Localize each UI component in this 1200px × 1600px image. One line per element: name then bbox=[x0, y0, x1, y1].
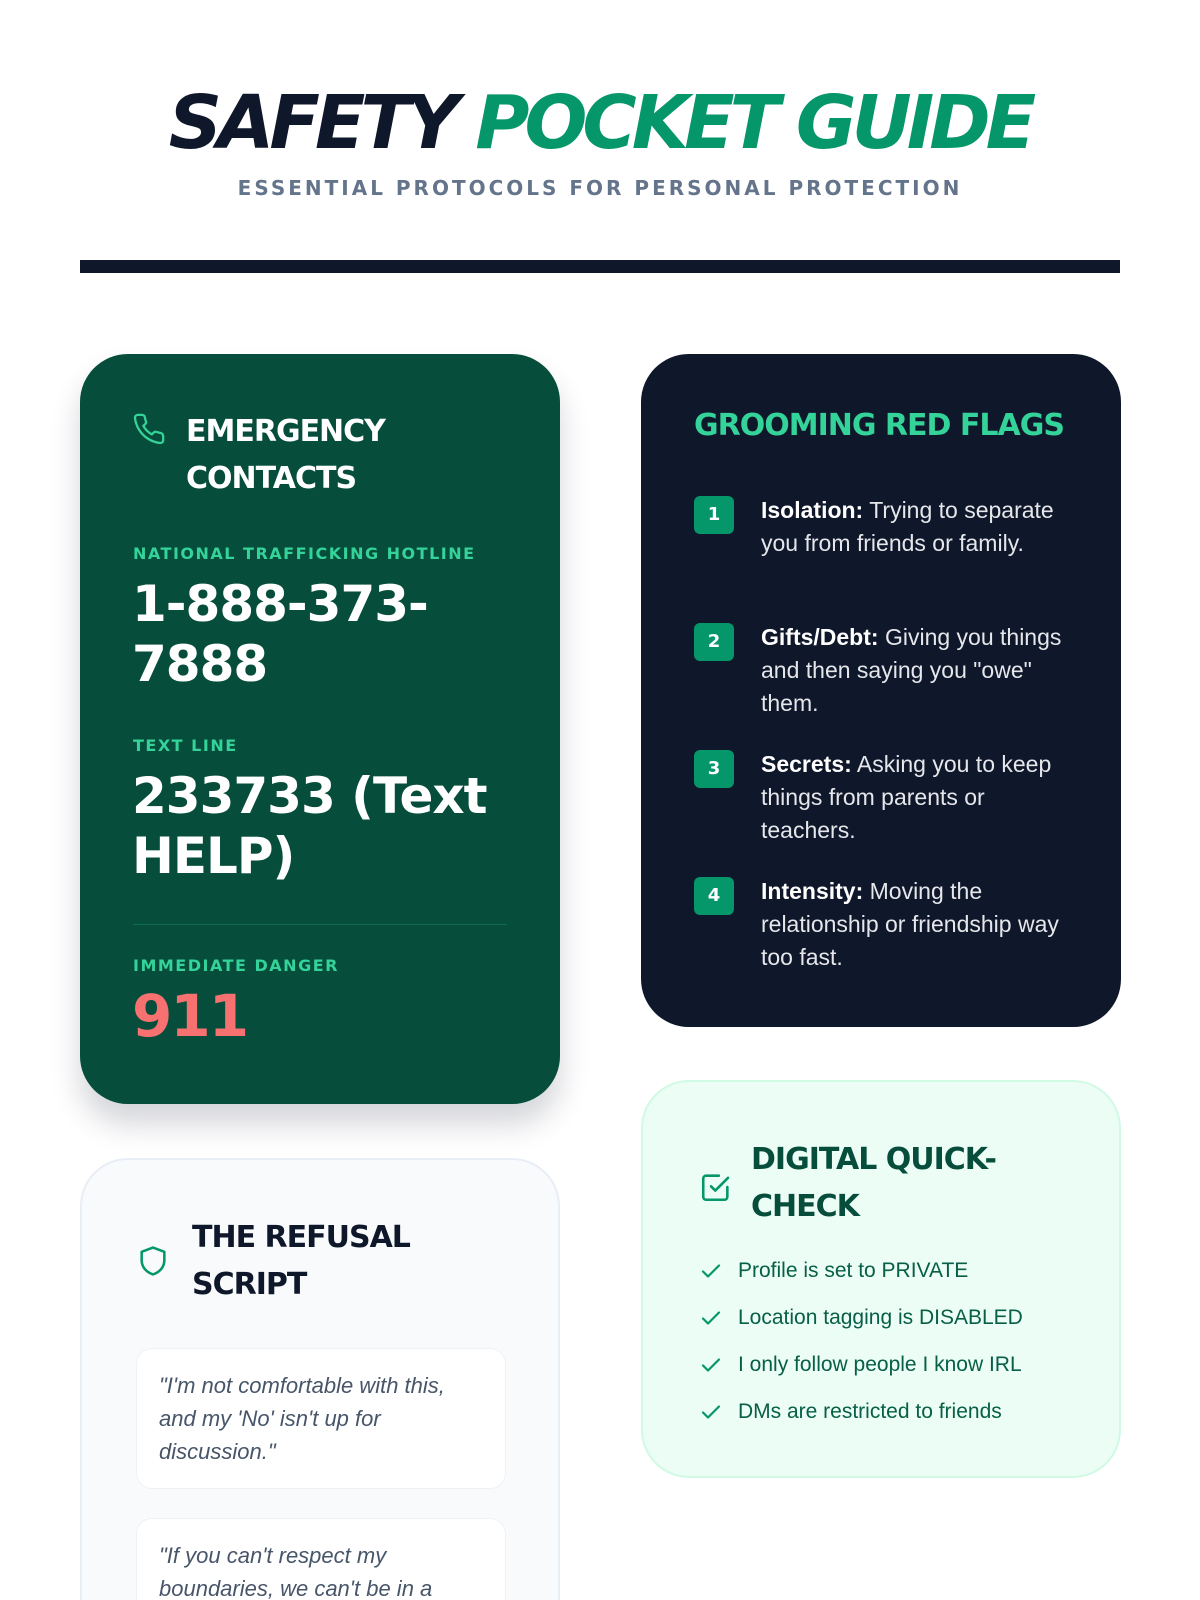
checkmark-icon bbox=[699, 1306, 723, 1330]
checklist-item-label: DMs are restricted to friends bbox=[738, 1400, 1002, 1423]
page-subtitle: ESSENTIAL PROTOCOLS FOR PERSONAL PROTECTION bbox=[237, 176, 963, 200]
textline-number[interactable]: 233733 (Text HELP) bbox=[132, 767, 487, 885]
red-flag-term: Intensity: bbox=[761, 878, 864, 904]
red-flag-text bbox=[761, 621, 1071, 720]
checklist-item bbox=[699, 1400, 1002, 1424]
checklist-item bbox=[699, 1306, 1023, 1330]
red-flag-text bbox=[761, 875, 1071, 974]
emergency-divider bbox=[133, 924, 507, 925]
phone-icon bbox=[132, 412, 166, 446]
checklist-item bbox=[699, 1353, 1022, 1377]
refusal-card-title: THE REFUSAL SCRIPT bbox=[192, 1220, 410, 1302]
refusal-quote: "I'm not comfortable with this, and my 'No' isn't up for discussion." bbox=[136, 1348, 506, 1489]
red-flag-number: 3 bbox=[694, 750, 734, 788]
red-flags-card bbox=[641, 354, 1121, 1027]
danger-number[interactable]: 911 bbox=[132, 982, 248, 1050]
page-title bbox=[0, 78, 1200, 168]
checklist-item-label: Profile is set to PRIVATE bbox=[738, 1259, 969, 1282]
digital-quick-check-card bbox=[641, 1080, 1121, 1478]
checklist-item bbox=[699, 1259, 968, 1283]
checklist-item-label: Location tagging is DISABLED bbox=[738, 1306, 1023, 1329]
danger-label: IMMEDIATE DANGER bbox=[133, 956, 339, 975]
emergency-contacts-card bbox=[80, 354, 560, 1104]
red-flag-term: Gifts/Debt: bbox=[761, 624, 879, 650]
refusal-script-card bbox=[80, 1158, 560, 1600]
red-flag-desc: Giving you things and then saying you "owe" them. bbox=[761, 624, 1062, 716]
checklist-item-label: I only follow people I know IRL bbox=[738, 1353, 1022, 1376]
hotline-label: NATIONAL TRAFFICKING HOTLINE bbox=[133, 544, 476, 563]
emergency-card-header bbox=[132, 412, 166, 446]
red-flag-text bbox=[761, 748, 1071, 847]
title-part-pocket-guide: POCKET GUIDE bbox=[475, 80, 1032, 166]
checkmark-icon bbox=[699, 1400, 723, 1424]
checkmark-icon bbox=[699, 1353, 723, 1377]
checkbox-icon bbox=[699, 1170, 733, 1204]
red-flag-desc: Moving the relationship or friendship way too fast. bbox=[761, 878, 1059, 970]
red-flag-text bbox=[761, 494, 1071, 560]
red-flag-number: 4 bbox=[694, 877, 734, 915]
red-flag-term: Isolation: bbox=[761, 497, 864, 523]
red-flag-term: Secrets: bbox=[761, 751, 852, 777]
checkmark-icon bbox=[699, 1259, 723, 1283]
digital-card-title: DIGITAL QUICK-CHECK bbox=[751, 1142, 996, 1224]
title-part-safety: SAFETY bbox=[168, 80, 455, 166]
refusal-quote: "If you can't respect my boundaries, we can't be in a bbox=[136, 1518, 506, 1600]
red-flag-number: 2 bbox=[694, 623, 734, 661]
header-divider bbox=[80, 260, 1120, 273]
shield-icon bbox=[136, 1242, 170, 1280]
red-flag-number: 1 bbox=[694, 496, 734, 534]
red-flag-desc: Asking you to keep things from parents or teachers. bbox=[761, 751, 1052, 843]
red-flag-desc: Trying to separate you from friends or family. bbox=[761, 497, 1054, 556]
red-flags-title: GROOMING RED FLAGS bbox=[694, 408, 1064, 443]
textline-label: TEXT LINE bbox=[133, 736, 238, 755]
hotline-number[interactable]: 1-888-373-7888 bbox=[132, 575, 428, 693]
emergency-card-title: EMERGENCY CONTACTS bbox=[186, 414, 385, 496]
